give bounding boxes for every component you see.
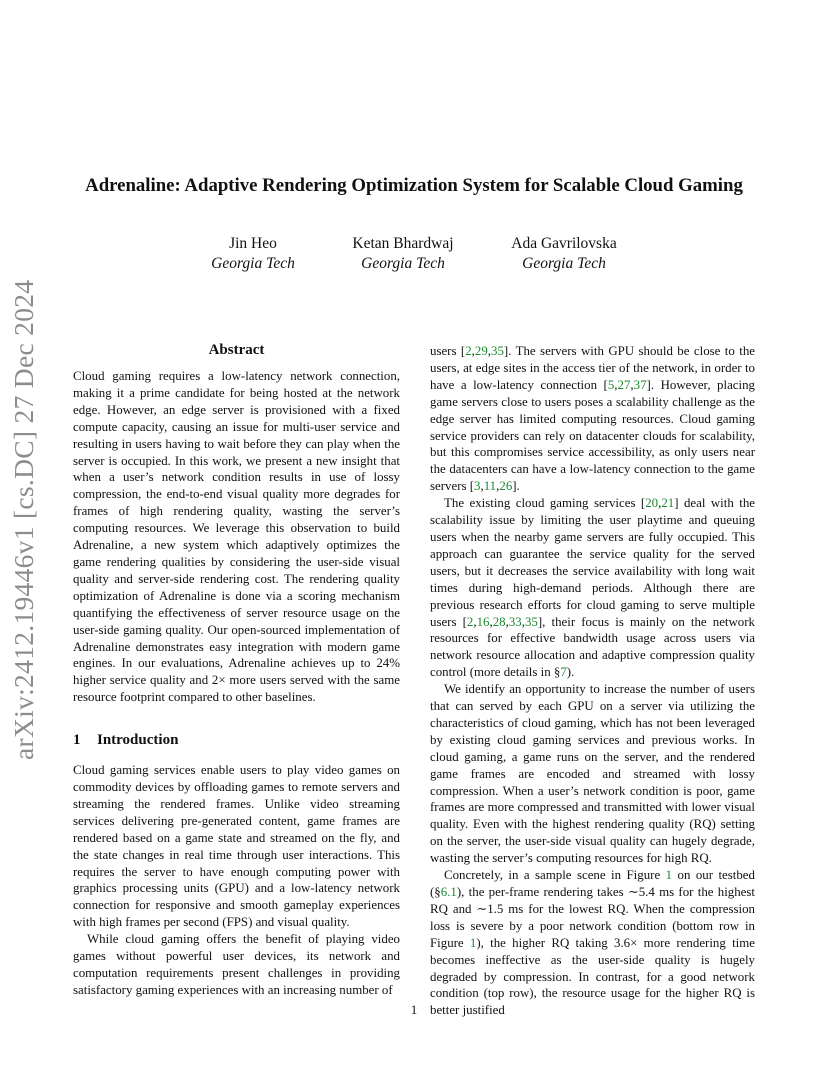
citation-link[interactable]: 2	[465, 344, 472, 358]
text-span: ), the per-frame rendering takes ∼5.4 ms for the highest RQ and ∼1.5 ms for the lowest RQ. When the compression loss is severe by a poor network condition (bottom row in Figure	[430, 885, 755, 950]
section-title: Introduction	[97, 732, 179, 749]
citation-link[interactable]: 37	[633, 377, 647, 392]
author-name: Ada Gavrilovska	[511, 235, 617, 252]
author-affiliation: Georgia Tech	[211, 255, 295, 272]
right-column	[430, 343, 755, 1019]
citation-link[interactable]: 27	[617, 377, 631, 392]
text-span: ), the higher RQ taking 3.6× more rendering time becomes ineffective as the user-side quality is hugely degraded by compression. In contrast, for a good network condition (top row), the resource usage for the higher RQ is better justified	[430, 935, 755, 1018]
citation-link[interactable]: 33	[508, 614, 522, 629]
page-number: 1	[410, 1002, 418, 1017]
section-number: 1	[73, 732, 81, 749]
citation-link[interactable]: 3	[474, 479, 481, 494]
citation-link[interactable]: 16	[476, 614, 490, 629]
author-name: Ketan Bhardwaj	[352, 235, 454, 252]
intro-paragraph-3: users [2,29,35]. The servers with GPU should be close to the users, at edge sites in the access tier of the network, in order to have a low-latency connection [5,27,37]. However, placing game servers close to users poses a scalability challenge as the edge server has limited computing resources. Cloud gaming service providers can rely on datacenter clouds for scalability, but this compromises service accessibility, as only users near the datacenters can have a low-latency connection to the game servers [3,11,26].	[430, 344, 755, 494]
citation-link[interactable]: 26	[499, 479, 513, 494]
figure-link[interactable]: 1	[469, 935, 477, 950]
arxiv-identifier: arXiv:2412.19446v1 [cs.DC] 27 Dec 2024	[8, 279, 39, 760]
text-span: ).	[566, 665, 575, 680]
citation-link[interactable]: 2	[466, 614, 474, 629]
abstract-text: Cloud gaming requires a low-latency network connection, making it a prime candidate for being hosted at the network edge. However, an edge server is provisioned with a fixed compute capacity, causing an issue for multi-user service and resulting in users having to wait before they can play when the server is occupied. In this work, we present a new insight that when a user’s network condition results in use of lossy compression, the end-to-end visual quality more degrades for frames of high rendering quality, wasting the server’s computing resources. We leverage this observation to build Adrenaline, a new system which adaptively optimizes the game rendering qualities by considering the user-side visual quality and server-side rendering cost. The rendering quality optimization of Adrenaline is done via a scoring mechanism quantifying the effectiveness of server resource usage on the user-side gaming quality. Our open-sourced implementation of Adrenaline demonstrates easy integration with modern game engines. In our evaluations, Adrenaline achieves up to 24% higher service quality and 2× more users served with the same resource footprint compared to other baselines.	[73, 369, 400, 705]
text-span: users [	[430, 344, 466, 358]
author-1	[168, 234, 338, 274]
author-name: Jin Heo	[229, 235, 277, 252]
text-span: The existing cloud gaming services [	[444, 496, 646, 511]
citation-link[interactable]: 5	[607, 377, 615, 392]
author-3	[479, 234, 649, 274]
author-2	[318, 234, 488, 274]
citation-link[interactable]: 29	[474, 344, 488, 358]
author-affiliation: Georgia Tech	[361, 255, 445, 272]
section-link[interactable]: 7	[560, 665, 567, 680]
citation-link[interactable]: 21	[661, 496, 675, 511]
text-span: ]. However, placing game servers close to users poses a scalability challenge as the edge server has limited computing resources. Cloud gaming service providers can rely on datacenter clouds for scalability, but this compromises service accessibility, as only users near the datacenters can have a low-latency connection to the game servers [	[430, 377, 755, 494]
text-span: ] deal with the scalability issue by limiting the user playtime and queuing users when the nearby game servers are fully occupied. This approach can guarantee the service quality for the served users, but it decreases the service availability with long wait times during high-demand periods. Although there are previous research efforts for cloud gaming to serve multiple users [	[430, 496, 755, 629]
section-link[interactable]: 6.1	[440, 885, 457, 899]
citation-link[interactable]: 35	[491, 344, 504, 358]
abstract-heading: Abstract	[208, 342, 265, 358]
left-column	[73, 340, 400, 999]
section-heading	[73, 730, 400, 750]
intro-paragraph-5: We identify an opportunity to increase the number of users that can served by each GPU on a server via utilizing the characteristics of cloud gaming, which has not been leveraged by existing cloud gaming services and previous works. In cloud gaming, a game runs on the server, and the rendered game frames are encoded and streamed with lossy compression. When a user’s network condition is poor, game frames are more compressed and transmitted with lower visual quality. Even with the highest rendering quality (RQ) setting on the server, the user-side visual quality can hugely degrade, wasting the server’s computing resources for high RQ.	[430, 682, 755, 866]
text-span: ]. The servers with GPU should be close to the users, at edge sites in the access tier of the network, in order to have a low-latency connection [	[430, 344, 755, 392]
text-span: Concretely, in a sample scene in Figure	[444, 868, 666, 883]
citation-link[interactable]: 35	[524, 614, 538, 629]
text-span: on our testbed (§	[430, 868, 755, 899]
intro-paragraph-4: The existing cloud gaming services [20,21] deal with the scalability issue by limiting the user playtime and queuing users when the nearby game servers are fully occupied. This approach can guarantee the service quality for the served users, but it decreases the service availability with long wait times during high-demand periods. Although there are previous research efforts for cloud gaming to serve multiple users [2,16,28,33,35], their focus is mainly on the network resources for effective bandwidth usage across users via network resource allocation and adaptive compression quality control (more details in §7).	[430, 496, 755, 680]
intro-paragraph-6	[430, 867, 755, 1019]
citation-link[interactable]: 11	[483, 479, 497, 494]
intro-paragraph-2: While cloud gaming offers the benefit of playing video games without powerful user devices, its network and computation requirements present challenges in providing satisfactory gaming experiences with an increasing number of	[73, 932, 400, 997]
citation-link[interactable]: 28	[492, 614, 506, 629]
author-affiliation: Georgia Tech	[522, 255, 606, 272]
citation-link[interactable]: 20	[645, 496, 659, 511]
figure-link[interactable]: 1	[665, 868, 673, 883]
intro-paragraph-1: Cloud gaming services enable users to play video games on commodity devices by offloading games to remote servers and streaming the rendered frames. Unlike video streaming services delivering pre-generated content, game frames are rendered based on a game state and streamed on the fly, and the state changes in real time through user interactions. This requires the server to have enough computing power with graphics processing units (GPU) and a low-latency network connection for responsive and smooth gameplay experiences with high frames per second (FPS) and visual quality.	[73, 763, 400, 930]
text-span: ].	[512, 479, 520, 494]
text-span: ], their focus is mainly on the network resources for effective bandwidth usage across users via network resource allocation and adaptive compression quality control (more details in §	[430, 614, 755, 680]
paper-title: Adrenaline: Adaptive Rendering Optimization System for Scalable Cloud Gaming	[85, 175, 743, 196]
